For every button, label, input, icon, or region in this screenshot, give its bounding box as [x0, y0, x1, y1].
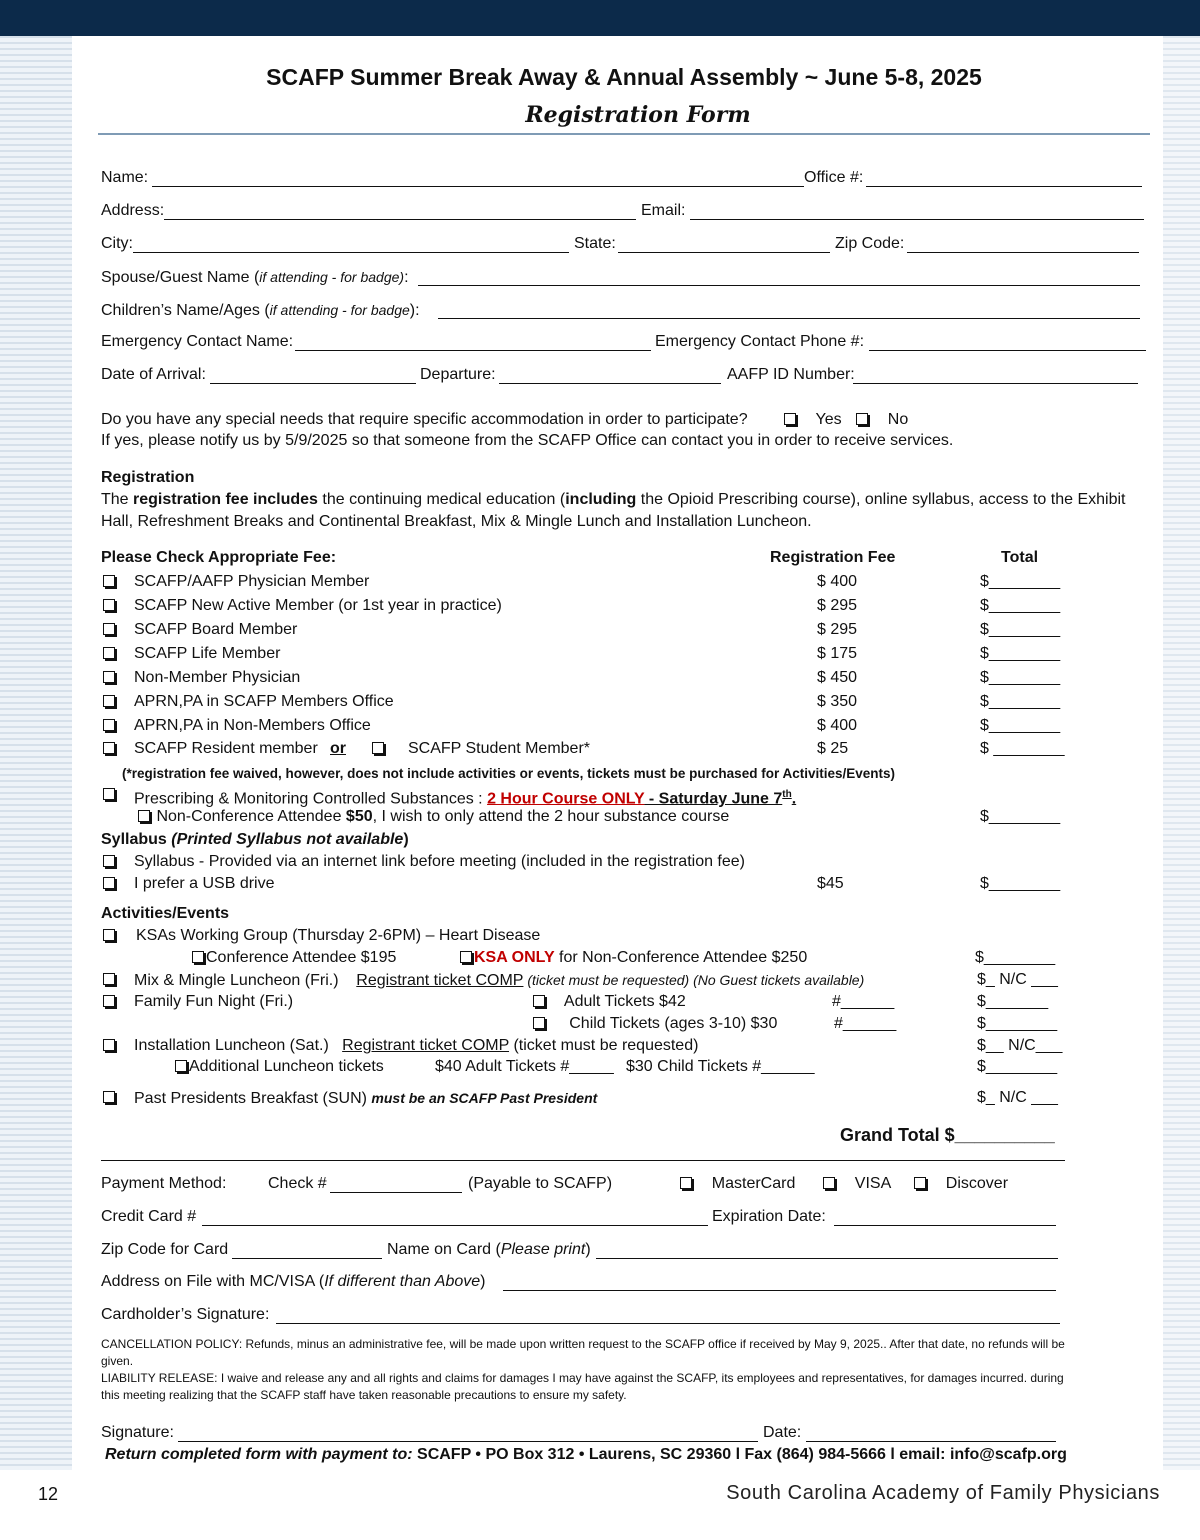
- payment-method-label: Payment Method:: [101, 1175, 227, 1192]
- signature-date-label: Date:: [763, 1424, 802, 1441]
- fee-checkbox[interactable]: [103, 695, 115, 707]
- nonconf-row: Non-Conference Attendee $50, I wish to only attend the 2 hour substance course: [138, 807, 729, 827]
- fee-row-checkbox-wrap: [103, 692, 117, 712]
- payable-label: (Payable to SCAFP): [468, 1175, 613, 1192]
- additional-child[interactable]: $30 Child Tickets #______: [626, 1058, 815, 1075]
- syllabus-heading: Syllabus (Printed Syllabus not available): [101, 831, 409, 848]
- check-label: Check #: [268, 1175, 327, 1192]
- resident-row: [103, 739, 117, 759]
- name-field[interactable]: [152, 186, 804, 187]
- email-field[interactable]: [690, 219, 1144, 220]
- special-needs-no[interactable]: No: [856, 410, 908, 430]
- past-row: [103, 1088, 117, 1108]
- resident-checkbox[interactable]: [103, 742, 115, 754]
- ksa-label: KSAs Working Group (Thursday 2-6PM) – Heart Disease: [136, 927, 541, 944]
- state-field[interactable]: [618, 252, 830, 253]
- family-row: [103, 992, 117, 1012]
- ksa-row: [103, 926, 117, 946]
- address-field[interactable]: [164, 219, 636, 220]
- special-needs-yes[interactable]: Yes: [784, 410, 842, 430]
- registration-heading: Registration: [101, 469, 195, 486]
- prescribing-checkbox[interactable]: [103, 788, 115, 800]
- fee-checkbox[interactable]: [103, 647, 115, 659]
- section-divider: [101, 1160, 1065, 1161]
- organization-name: South Carolina Academy of Family Physicians: [726, 1482, 1160, 1504]
- fee-amount: $ 450: [817, 669, 858, 686]
- ksa-checkbox[interactable]: [103, 929, 115, 941]
- title-divider: [98, 133, 1150, 135]
- registration-description: The registration fee includes the continuing medical education (including the Opioid Prescribing course), online syllabus, access to the Exhibit: [101, 491, 1126, 508]
- departure-label: Departure:: [420, 366, 496, 383]
- fee-label: SCAFP New Active Member (or 1st year in practice): [134, 597, 502, 614]
- fee-checkbox[interactable]: [103, 575, 115, 587]
- visa-option[interactable]: VISA: [823, 1174, 891, 1194]
- page-title: SCAFP Summer Break Away & Annual Assembly ~ June 5-8, 2025: [266, 64, 982, 90]
- ksa-conf-checkbox[interactable]: [192, 951, 204, 963]
- spouse-label: Spouse/Guest Name (if attending - for badge):: [101, 269, 409, 286]
- fee-amount: $ 295: [817, 621, 858, 638]
- nonconf-checkbox[interactable]: [138, 810, 150, 822]
- past-label: Past Presidents Breakfast (SUN) must be an SCAFP Past President: [134, 1090, 598, 1107]
- return-instructions: Return completed form with payment to: SCAFP • PO Box 312 • Laurens, SC 29360 l Fax (864) 984-5666 l email: info@scafp.org: [105, 1446, 1067, 1463]
- card-name-label: Name on Card (Please print): [387, 1241, 591, 1258]
- resident-total[interactable]: $ ________: [980, 740, 1065, 757]
- departure-field[interactable]: [499, 383, 721, 384]
- usb-checkbox[interactable]: [103, 877, 115, 889]
- past-checkbox[interactable]: [103, 1091, 115, 1103]
- additional-total[interactable]: $________: [977, 1058, 1058, 1075]
- fee-row-checkbox-wrap: [103, 668, 117, 688]
- emergency-name-label: Emergency Contact Name:: [101, 333, 294, 350]
- fee-col-fee: Registration Fee: [770, 549, 896, 566]
- family-label: Family Fun Night (Fri.): [134, 993, 294, 1010]
- fee-total[interactable]: $________: [980, 669, 1061, 686]
- emergency-phone-label: Emergency Contact Phone #:: [655, 333, 865, 350]
- email-label: Email:: [641, 202, 686, 219]
- fee-amount: $ 175: [817, 645, 858, 662]
- usb-fee: $45: [817, 875, 844, 892]
- fee-total[interactable]: $________: [980, 597, 1061, 614]
- name-label: Name:: [101, 169, 149, 186]
- fee-amount: $ 295: [817, 597, 858, 614]
- student-checkbox-wrap: [372, 739, 386, 759]
- fee-row-checkbox-wrap: [103, 572, 117, 592]
- nonconf-total[interactable]: $________: [980, 808, 1061, 825]
- fee-label: SCAFP/AAFP Physician Member: [134, 573, 370, 590]
- children-label: Children’s Name/Ages (if attending - for badge):: [101, 302, 420, 319]
- additional-row: Additional Luncheon tickets: [175, 1057, 384, 1077]
- usb-label: I prefer a USB drive: [134, 875, 275, 892]
- fee-label: APRN,PA in SCAFP Members Office: [134, 693, 394, 710]
- mix-label: Mix & Mingle Luncheon (Fri.) Registrant ticket COMP (ticket must be requested) (No Guest tickets available): [134, 972, 865, 989]
- adult-row: Adult Tickets $42: [533, 992, 686, 1012]
- fee-checkbox[interactable]: [103, 671, 115, 683]
- card-field[interactable]: [202, 1225, 708, 1226]
- additional-checkbox[interactable]: [175, 1060, 187, 1072]
- office-label: Office #:: [804, 169, 864, 186]
- page-footer: [0, 1470, 1200, 1540]
- fee-row-checkbox-wrap: [103, 596, 117, 616]
- fee-checkbox[interactable]: [103, 623, 115, 635]
- check-field[interactable]: [330, 1192, 462, 1193]
- child-row: Child Tickets (ages 3-10) $30: [533, 1014, 777, 1034]
- page-number: 12: [38, 1484, 59, 1504]
- syllabus-link-label: Syllabus - Provided via an internet link before meeting (included in the registration fee): [134, 853, 745, 870]
- fee-row-checkbox-wrap: [103, 716, 117, 736]
- activities-heading: Activities/Events: [101, 905, 230, 922]
- card-zip-label: Zip Code for Card: [101, 1241, 229, 1258]
- fee-label: Non-Member Physician: [134, 669, 301, 686]
- state-label: State:: [574, 235, 616, 252]
- fee-label: APRN,PA in Non-Members Office: [134, 717, 371, 734]
- exp-label: Expiration Date:: [712, 1208, 826, 1225]
- or-label: or: [330, 740, 346, 757]
- zip-field[interactable]: [907, 252, 1139, 253]
- card-zip-field[interactable]: [232, 1258, 382, 1259]
- fee-total[interactable]: $________: [980, 573, 1061, 590]
- registration-description-2: Hall, Refreshment Breaks and Continental Breakfast, Mix & Mingle Lunch and Installation Luncheon.: [101, 513, 812, 530]
- student-checkbox[interactable]: [372, 742, 384, 754]
- family-checkbox[interactable]: [103, 995, 115, 1007]
- child-total[interactable]: $________: [977, 1015, 1058, 1032]
- ksa-nonconf-checkbox[interactable]: [460, 951, 472, 963]
- exp-field[interactable]: [834, 1225, 1056, 1226]
- resident-fee: $ 25: [817, 740, 849, 757]
- waiver-note: (*registration fee waived, however, does not include activities or events, tickets must be purchased for Activities/Events): [122, 766, 895, 781]
- card-name-field[interactable]: [596, 1258, 1058, 1259]
- usb-row: [103, 874, 117, 894]
- visa-checkbox[interactable]: [823, 1177, 835, 1189]
- arrival-label: Date of Arrival:: [101, 366, 206, 383]
- fee-label: SCAFP Board Member: [134, 621, 298, 638]
- fee-checkbox[interactable]: [103, 719, 115, 731]
- mastercard-option[interactable]: MasterCard: [680, 1174, 795, 1194]
- cancellation-policy: CANCELLATION POLICY: Refunds, minus an administrative fee, will be made upon written request to the SCAFP office if received by May 9, 2025.. After that date, no refunds will be given.: [101, 1337, 1065, 1368]
- fee-label: SCAFP Life Member: [134, 645, 281, 662]
- prescribing-row: [103, 785, 117, 805]
- discover-checkbox[interactable]: [914, 1177, 926, 1189]
- adult-total[interactable]: $_______: [977, 993, 1049, 1010]
- no-checkbox[interactable]: [856, 413, 868, 425]
- prescribing-label: Prescribing & Monitoring Controlled Substances : 2 Hour Course ONLY - Saturday June 7th.: [134, 789, 797, 808]
- child-count[interactable]: #______: [834, 1015, 897, 1032]
- form-subtitle: Registration Form: [525, 102, 751, 128]
- signature-label: Signature:: [101, 1424, 174, 1441]
- zip-label: Zip Code:: [835, 235, 905, 252]
- fee-col-label: Please Check Appropriate Fee:: [101, 549, 337, 566]
- left-decorative-stripe: [0, 36, 72, 1470]
- card-address-label: Address on File with MC/VISA (If different than Above): [101, 1273, 486, 1290]
- right-decorative-stripe: [1163, 36, 1200, 1470]
- fee-amount: $ 400: [817, 573, 858, 590]
- emergency-name-field[interactable]: [295, 350, 651, 351]
- mix-checkbox[interactable]: [103, 973, 115, 985]
- arrival-field[interactable]: [210, 383, 416, 384]
- special-needs-question: Do you have any special needs that require specific accommodation in order to participate?: [101, 411, 748, 428]
- fee-checkbox[interactable]: [103, 599, 115, 611]
- signature-date-field[interactable]: [806, 1441, 1056, 1442]
- mastercard-checkbox[interactable]: [680, 1177, 692, 1189]
- syllabus-link-row: [103, 852, 117, 872]
- install-label: Installation Luncheon (Sat.) Registrant ticket COMP (ticket must be requested): [134, 1037, 699, 1054]
- liability-release: LIABILITY RELEASE: I waive and release any and all rights and claims for damages I may have against the SCAFP, its employees and representatives, for damages incurred. during this meeting realizing that the SCAFP staff have taken reasonable precautions to ensure my safety.: [101, 1371, 1064, 1402]
- fee-amount: $ 400: [817, 717, 858, 734]
- adult-checkbox[interactable]: [533, 995, 545, 1007]
- address-label: Address:: [101, 202, 165, 219]
- fee-amount: $ 350: [817, 693, 858, 710]
- spouse-field[interactable]: [418, 285, 1140, 286]
- mix-total: $_ N/C ___: [977, 971, 1058, 988]
- mix-row: [103, 970, 117, 990]
- yes-checkbox[interactable]: [784, 413, 796, 425]
- cardholder-sig-label: Cardholder’s Signature:: [101, 1306, 270, 1323]
- emergency-phone-field[interactable]: [869, 350, 1146, 351]
- install-checkbox[interactable]: [103, 1039, 115, 1051]
- aafp-label: AAFP ID Number:: [727, 366, 855, 383]
- aafp-field[interactable]: [853, 383, 1138, 384]
- discover-option[interactable]: Discover: [914, 1174, 1008, 1194]
- special-needs-notice: If yes, please notify us by 5/9/2025 so that someone from the SCAFP Office can contact you in order to receive services.: [101, 432, 954, 449]
- fee-total[interactable]: $________: [980, 717, 1061, 734]
- usb-total[interactable]: $________: [980, 875, 1061, 892]
- office-field[interactable]: [866, 186, 1142, 187]
- fee-row-checkbox-wrap: [103, 620, 117, 640]
- ksa-conf-row: Conference Attendee $195: [192, 948, 396, 968]
- resident-label: SCAFP Resident member: [134, 740, 318, 757]
- child-checkbox[interactable]: [533, 1017, 545, 1029]
- card-address-field[interactable]: [503, 1290, 1056, 1291]
- syllabus-link-checkbox[interactable]: [103, 855, 115, 867]
- fee-total[interactable]: $________: [980, 621, 1061, 638]
- install-total: $__ N/C___: [977, 1037, 1063, 1054]
- city-label: City:: [101, 235, 133, 252]
- cardholder-sig-field[interactable]: [276, 1323, 1060, 1324]
- fee-total[interactable]: $________: [980, 645, 1061, 662]
- install-row: [103, 1036, 117, 1056]
- additional-adult[interactable]: $40 Adult Tickets #_____: [435, 1058, 614, 1075]
- fee-row-checkbox-wrap: [103, 644, 117, 664]
- grand-total[interactable]: Grand Total $__________: [840, 1125, 1055, 1145]
- fee-total[interactable]: $________: [980, 693, 1061, 710]
- student-label: SCAFP Student Member*: [408, 740, 591, 757]
- ksa-total[interactable]: $________: [975, 949, 1056, 966]
- card-label: Credit Card #: [101, 1208, 197, 1225]
- adult-count[interactable]: #______: [832, 993, 895, 1010]
- past-total: $_ N/C ___: [977, 1089, 1058, 1106]
- top-banner: [0, 0, 1200, 36]
- signature-field[interactable]: [178, 1441, 758, 1442]
- ksa-nonconf-row: KSA ONLY for Non-Conference Attendee $250: [460, 948, 807, 968]
- children-field[interactable]: [438, 318, 1140, 319]
- fee-col-total: Total: [1001, 549, 1039, 566]
- city-field[interactable]: [133, 252, 569, 253]
